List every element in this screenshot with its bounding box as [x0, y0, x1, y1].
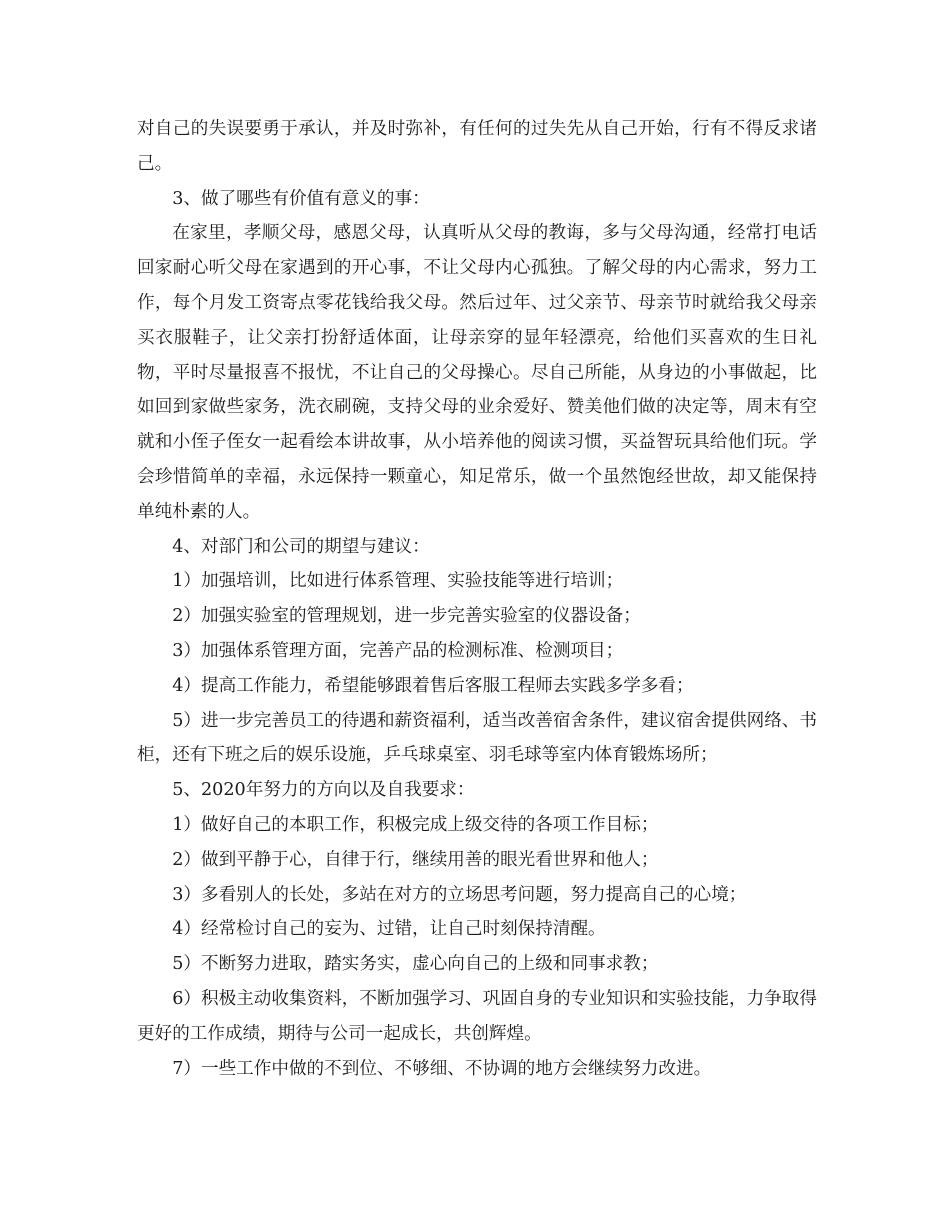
goal-item-6: 6）积极主动收集资料，不断加强学习、巩固自身的专业知识和实验技能，力争取得更好的工作成绩，期待与公司一起成长，共创辉煌。 [137, 988, 817, 1044]
suggestion-item-1: 1）加强培训，比如进行体系管理、实验技能等进行培训； [172, 571, 624, 592]
goal-item-7: 7）一些工作中做的不到位、不够细、不协调的地方会继续努力改进。 [172, 1058, 712, 1079]
paragraph-continuation: 对自己的失误要勇于承认，并及时弥补，有任何的过失先从自己开始，行有不得反求诸己。 [137, 119, 817, 174]
suggestion-item-3: 3）加强体系管理方面，完善产品的检测标准、检测项目； [172, 640, 624, 661]
paragraph-family: 在家里，孝顺父母，感恩父母，认真听从父母的教诲，多与父母沟通，经常打电话回家耐心听父母在家遇到的开心事，不让父母内心孤独。了解父母的内心需求，努力工作，每个月发工资寄点零花钱给我父母。然后过年、过父亲节、母亲节时就给我父母亲买衣服鞋子，让父亲打扮舒适体面，让母亲穿的显年轻漂亮，给他们买喜欢的生日礼物，平时尽量报喜不报忧，不让自己的父母操心。尽自己所能，从身边的小事做起，比如回到家做些家务，洗衣刷碗，支持父母的业余爱好、赞美他们做的决定等，周末有空就和小侄子侄女一起看绘本讲故事，从小培养他的阅读习惯，买益智玩具给他们玩。学会珍惜简单的幸福，永远保持一颗童心，知足常乐，做一个虽然饱经世故，却又能保持单纯朴素的人。 [137, 223, 817, 522]
goal-item-3: 3）多看别人的长处，多站在对方的立场思考问题，努力提高自己的心境； [172, 884, 747, 905]
section-heading-3: 3、做了哪些有价值有意义的事： [172, 188, 430, 209]
suggestion-item-5: 5）进一步完善员工的待遇和薪资福利，适当改善宿舍条件，建议宿舍提供网络、书柜，还有下班之后的娱乐设施，乒乓球桌室、羽毛球等室内体育锻炼场所； [137, 710, 817, 766]
goal-item-2: 2）做到平静于心，自律于行，继续用善的眼光看世界和他人； [172, 849, 659, 870]
goal-item-5: 5）不断努力进取，踏实务实，虚心向自己的上级和同事求教； [172, 954, 659, 975]
goal-item-1: 1）做好自己的本职工作，积极完成上级交待的各项工作目标； [172, 814, 659, 835]
section-heading-4: 4、对部门和公司的期望与建议： [172, 536, 430, 557]
section-heading-5: 5、2020年努力的方向以及自我要求： [172, 780, 475, 801]
suggestion-item-4: 4）提高工作能力，希望能够跟着售后客服工程师去实践多学多看； [172, 675, 694, 696]
goal-item-4: 4）经常检讨自己的妄为、过错，让自己时刻保持清醒。 [172, 919, 606, 940]
document-body [137, 112, 817, 1086]
suggestion-item-2: 2）加强实验室的管理规划，进一步完善实验室的仪器设备； [172, 606, 641, 627]
